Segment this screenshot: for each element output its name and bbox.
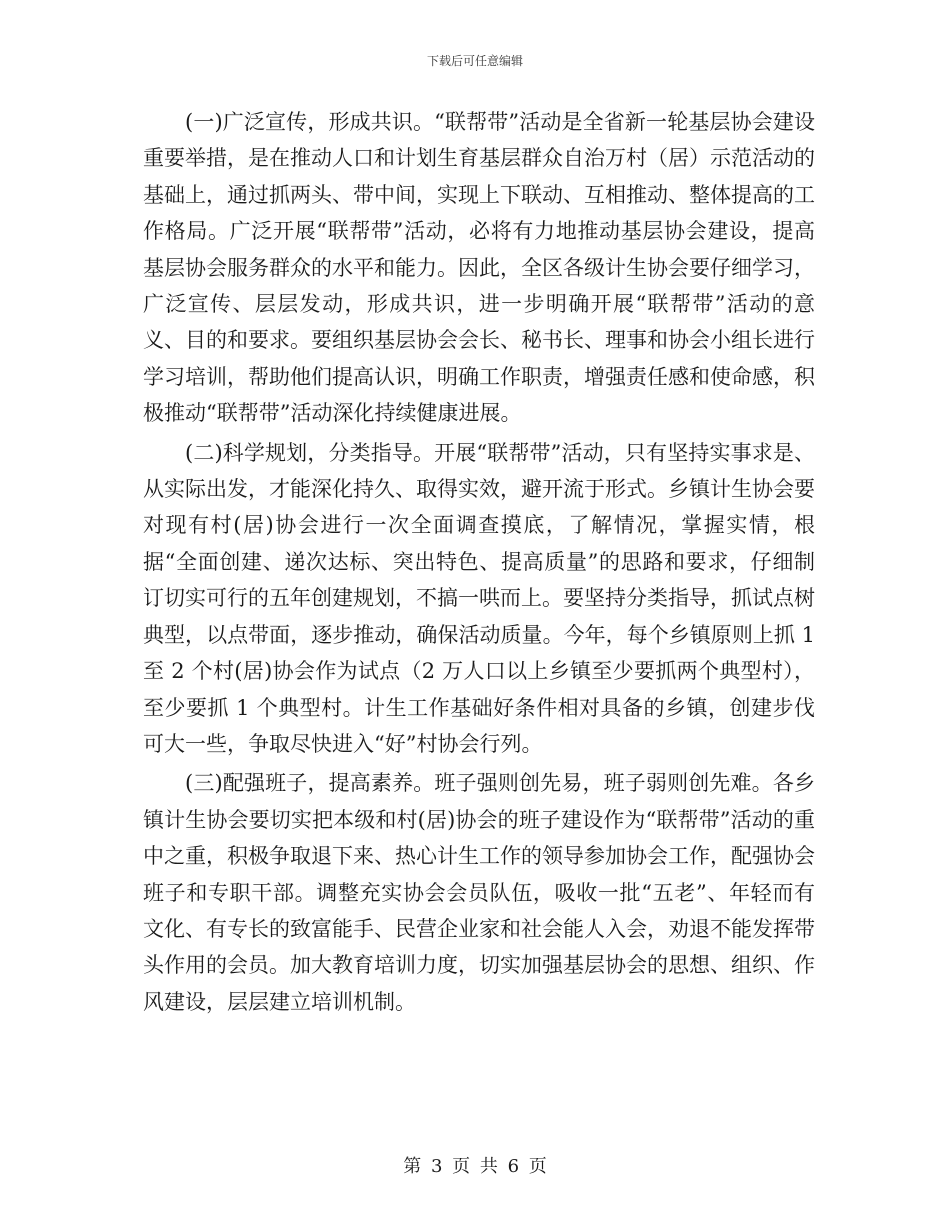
- paragraph-1: (一)广泛宣传，形成共识。“联帮带”活动是全省新一轮基层协会建设重要举措，是在推动人口和计划生育基层群众自治万村（居）示范活动的基础上，通过抓两头、带中间，实现上下联动、互相推动、整体提高的工作格局。广泛开展“联帮带”活动，必将有力地推动基层协会建设，提高基层协会服务群众的水平和能力。因此，全区各级计生协会要仔细学习，广泛宣传、层层发动，形成共识，进一步明确开展“联帮带”活动的意义、目的和要求。要组织基层协会会长、秘书长、理事和协会小组长进行学习培训，帮助他们提高认识，明确工作职责，增强责任感和使命感，积极推动“联帮带”活动深化持续健康进展。: [143, 110, 815, 426]
- paragraph-3: (三)配强班子，提高素养。班子强则创先易，班子弱则创先难。各乡镇计生协会要切实把本级和村(居)协会的班子建设作为“联帮带”活动的重中之重，积极争取退下来、热心计生工作的领导参加协会工作，配强协会班子和专职干部。调整充实协会会员队伍，吸收一批“五老”、年轻而有文化、有专长的致富能手、民营企业家和社会能人入会，劝退不能发挥带头作用的会员。加大教育培训力度，切实加强基层协会的思想、组织、作风建设，层层建立培训机制。: [143, 771, 815, 1014]
- paragraph-2: (二)科学规划，分类指导。开展“联帮带”活动，只有坚持实事求是、从实际出发，才能深化持久、取得实效，避开流于形式。乡镇计生协会要对现有村(居)协会进行一次全面调查摸底，了解情况，掌握实情，根据“全面创建、递次达标、突出特色、提高质量”的思路和要求，仔细制订切实可行的五年创建规划，不搞一哄而上。要坚持分类指导，抓试点树典型，以点带面，逐步推动，确保活动质量。今年，每个乡镇原则上抓 1 至 2 个村(居)协会作为试点（2 万人口以上乡镇至少要抓两个典型村），至少要抓 1 个典型村。计生工作基础好条件相对具备的乡镇，创建步伐可大一些，争取尽快进入“好”村协会行列。: [143, 440, 815, 756]
- page-header: 下载后可任意编辑: [426, 54, 523, 68]
- page-number: 第 3 页 共 6 页: [403, 1156, 547, 1177]
- document-body: [143, 104, 815, 1023]
